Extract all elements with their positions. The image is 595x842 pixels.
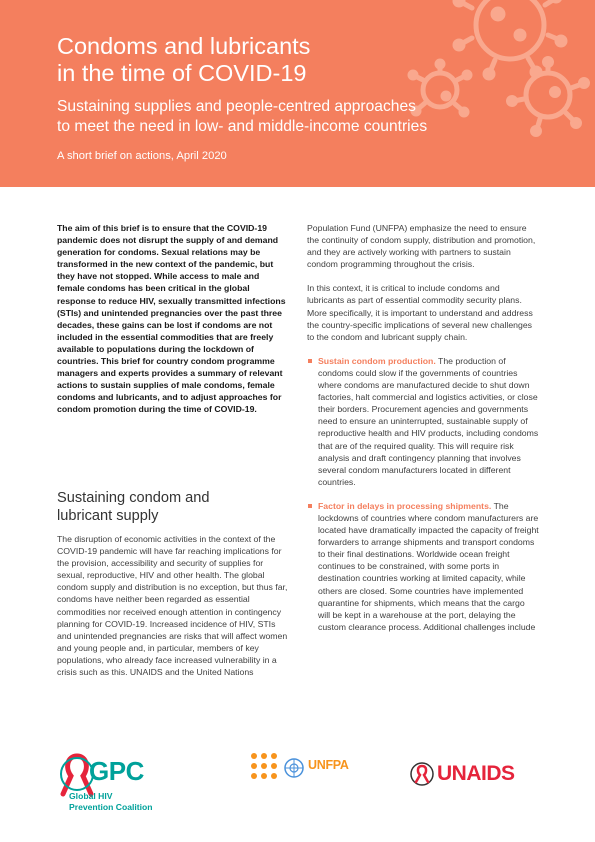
section-heading-line-1: Sustaining condom and	[57, 490, 210, 506]
list-item-lead: Sustain condom production.	[318, 355, 436, 366]
action-list	[307, 355, 539, 633]
subtitle-line-1: Sustaining supplies and people-centred approaches	[57, 98, 416, 115]
title-line-1: Condoms and lubricants	[57, 33, 311, 59]
list-item	[307, 355, 539, 488]
section-body-text: The disruption of economic activities in the context of the COVID-19 pandemic will have far reaching implications for the provision, accessibility and security of supplies for sexual, reproductive, HIV and other health. The global condom supply and distribution is no exception, but thus far, condoms have neither been regarded as essential commodities nor received enough attention in contingency planning for COVID-19. Increased incidence of HIV, STIs and unintended pregnancies are risks that will affect women and young people and, in particular, members of key populations, who already face increased vulnerability in a crisis such as this. UNAIDS and the United Nations	[57, 534, 288, 678]
gpc-wordmark: GPC	[89, 756, 144, 786]
right-paragraph-2: In this context, it is critical to include condoms and lubricants as part of essential commodity security plans. More specifically, it is important to understand and address the country-specific implications of several new challenges to the condom and lubricant supply chain.	[307, 283, 533, 342]
unaids-logo: UNAIDS	[437, 762, 515, 785]
list-item	[307, 500, 539, 633]
gpc-name-line-2: Prevention Coalition	[69, 801, 153, 812]
list-item-text: The lockdowns of countries where condom manufacturers are located have dramatically impacted the capacity of freight forwarders to arrange shipments and transport condoms to their final destinations. Worldwide ocean freight continues to be constrained, with some ports in destination countries working at limited capacity, while others are closed. Some countries have implemented quarantine for shipments, which means that the cargo will be kept in a warehouse at the port, delaying the custom clearance process. Additional challenges include	[318, 500, 539, 632]
gpc-name-line-1: Global HIV	[69, 791, 113, 801]
right-column	[307, 222, 539, 645]
list-item-text: The production of condoms could slow if the governments of countries where condoms are manufactured decide to shut down factories, halt commercial and logistics activities, or close their borders. Procurement agencies and governments need to ensure an uninterrupted, sustainable supply of reproductive health and HIV products, including condoms that are of the required quality. This will require risk analysis and draft contingency planning that involves several condom manufacturers located in different countries.	[318, 355, 539, 487]
title-line-2: in the time of COVID-19	[57, 60, 307, 86]
section-heading	[57, 489, 287, 525]
subtitle-line-2: to meet the need in low- and middle-income countries	[57, 118, 428, 135]
intro-text: The aim of this brief is to ensure that the COVID-19 pandemic does not disrupt the supply of and demand generation for condoms. Sexual relations may be transformed in the new context of the pandemic, but they have not stopped. While access to male and female condoms has been critical in the global response to reduce HIV, sexually transmitted infections (STIs) and unintended pregnancies over the past three decades, these gains can be lost if condoms are not included in the essential commodities that are freely available to populations during the lockdown of countries. This brief for country condom programme managers and experts provides a summary of relevant actions to sustain supplies of male condoms, female condoms and lubricants, and to adjust approaches for condom promotion during the time of COVID-19.	[57, 223, 286, 415]
gpc-name	[69, 791, 153, 812]
unfpa-dots-icon	[250, 752, 280, 786]
unfpa-logo: UNFPA	[308, 758, 349, 772]
page-title	[57, 33, 310, 87]
header-banner	[0, 0, 595, 187]
right-paragraph-1: Population Fund (UNFPA) emphasize the need to ensure the continuity of condom supply, distribution and promotion, and they are actively working with partners to sustain condom programming throughout the crisis.	[307, 223, 536, 270]
section-heading-line-2: lubricant supply	[57, 508, 159, 524]
intro-paragraph	[57, 222, 289, 416]
unaids-ribbon-icon	[410, 762, 434, 786]
un-emblem-icon	[283, 757, 305, 779]
page-subtitle	[57, 97, 427, 137]
list-item-lead: Factor in delays in processing shipments.	[318, 500, 492, 511]
brief-date: A short brief on actions, April 2020	[57, 150, 227, 162]
section-body	[57, 533, 289, 678]
gpc-logo	[57, 752, 187, 816]
